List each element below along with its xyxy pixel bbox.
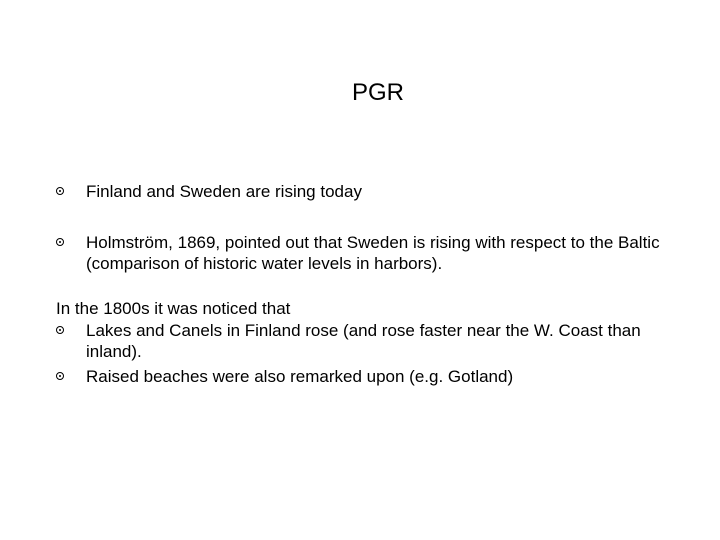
- bullet-icon: [56, 320, 86, 334]
- bullet-text: Lakes and Canels in Finland rose (and rose faster near the W. Coast than inland).: [86, 321, 641, 361]
- bullet-item: [56, 366, 666, 387]
- bullet-item: [56, 320, 666, 362]
- bullet-item: [56, 232, 666, 274]
- bullet-icon: [56, 232, 86, 246]
- bullet-text: Raised beaches were also remarked upon (e.g. Gotland): [86, 367, 514, 386]
- slide-title: PGR: [351, 79, 404, 106]
- bullet-text: Finland and Sweden are rising today: [86, 182, 362, 201]
- bullet-icon: [56, 366, 86, 380]
- bullet-text: Holmström, 1869, pointed out that Sweden is rising with respect to the Baltic (comparison of historic water levels in harbors).: [86, 233, 660, 273]
- bullet-item: [56, 181, 666, 202]
- paragraph-text: In the 1800s it was noticed that: [56, 299, 291, 318]
- bullet-icon: [56, 181, 86, 195]
